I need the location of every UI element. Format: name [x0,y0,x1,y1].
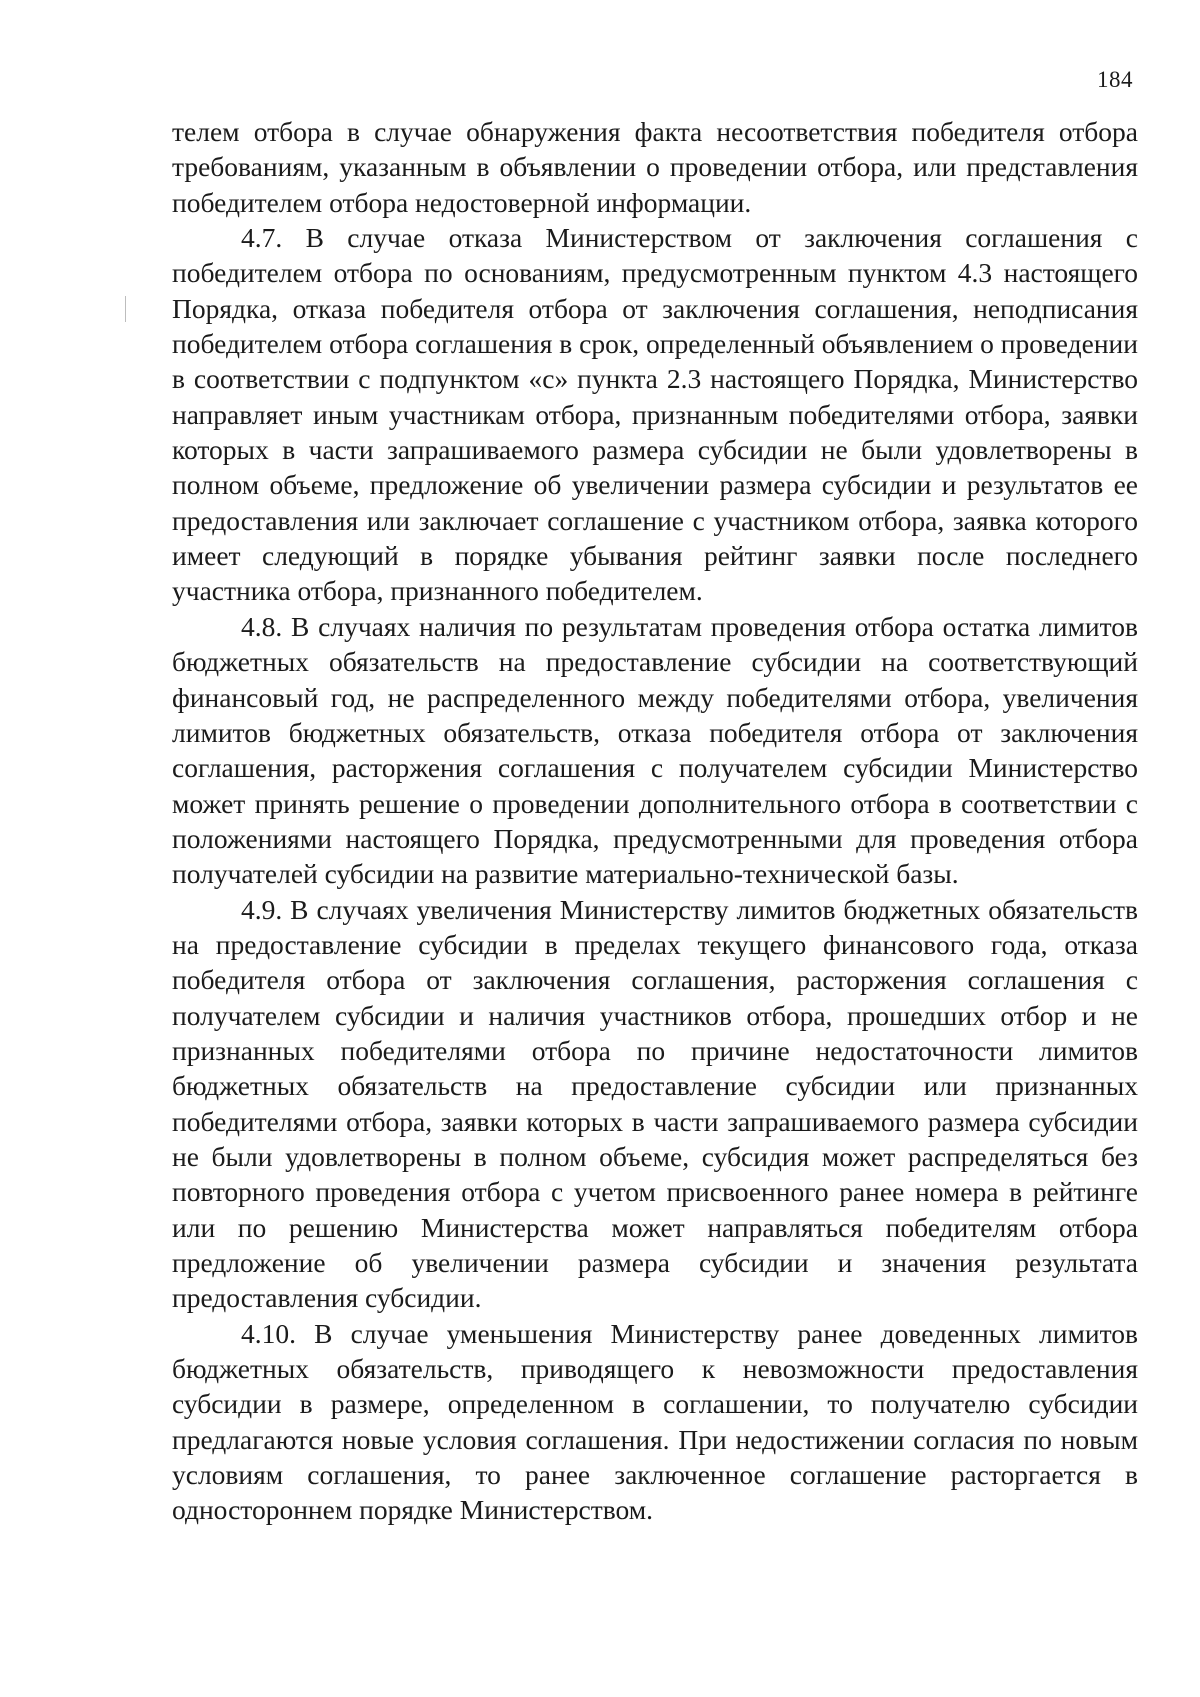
margin-mark [125,296,126,322]
page-number: 184 [1097,67,1133,92]
document-body [172,114,1138,1528]
paragraph-4-10: 4.10. В случае уменьшения Министерству ранее доведенных лимитов бюджетных обязательств, приводящего к невозможности предоставления субсидии в размере, определенном в соглашении, то получателю субсидии предлагаются новые условия соглашения. При недостижении согласия по новым условиям соглашения, то ранее заключенное соглашение расторгается в одностороннем порядке Министерством. [172,1317,1138,1526]
paragraph-continuation: телем отбора в случае обнаружения факта несоответствия победителя отбора требованиям, указанным в объявлении о проведении отбора, или представления победителем отбора недостоверной информации. [172,116,1138,218]
paragraph-4-9: 4.9. В случаях увеличения Министерству лимитов бюджетных обязательств на предоставление субсидии в пределах текущего финансового года, отказа победителя отбора от заключения соглашения, расторжения соглашения с получателем субсидии и наличия участников отбора, прошедших отбор и не признанных победителями отбора по причине недостаточности лимитов бюджетных обязательств на предоставление субсидии или признанных победителями отбора, заявки которых в части запрашиваемого размера субсидии не были удовлетворены в полном объеме, субсидия может распределяться без повторного проведения отбора с учетом присвоенного ранее номера в рейтинге или по решению Министерства может направляться победителям отбора предложение об увеличении размера субсидии и значения результата предоставления субсидии. [172,893,1138,1314]
paragraph-4-8: 4.8. В случаях наличия по результатам проведения отбора остатка лимитов бюджетных обязательств на предоставление субсидии на соответствующий финансовый год, не распределенного между победителями отбора, увеличения лимитов бюджетных обязательств, отказа победителя отбора от заключения соглашения, расторжения соглашения с получателем субсидии Министерство может принять решение о проведении дополнительного отбора в соответствии с положениями настоящего Порядка, предусмотренными для проведения отбора получателей субсидии на развитие материально-технической базы. [172,610,1138,890]
paragraph-4-7: 4.7. В случае отказа Министерством от заключения соглашения с победителем отбора по основаниям, предусмотренным пунктом 4.3 настоящего Порядка, отказа победителя отбора от заключения соглашения, неподписания победителем отбора соглашения в срок, определенный объявлением о проведении в соответствии с подпунктом «с» пункта 2.3 настоящего Порядка, Министерство направляет иным участникам отбора, признанным победителями отбора, заявки которых в части запрашиваемого размера субсидии не были удовлетворены в полном объеме, предложение об увеличении размера субсидии и результатов ее предоставления или заключает соглашение с участником отбора, заявка которого имеет следующий в порядке убывания рейтинг заявки после последнего участника отбора, признанного победителем. [172,222,1138,607]
